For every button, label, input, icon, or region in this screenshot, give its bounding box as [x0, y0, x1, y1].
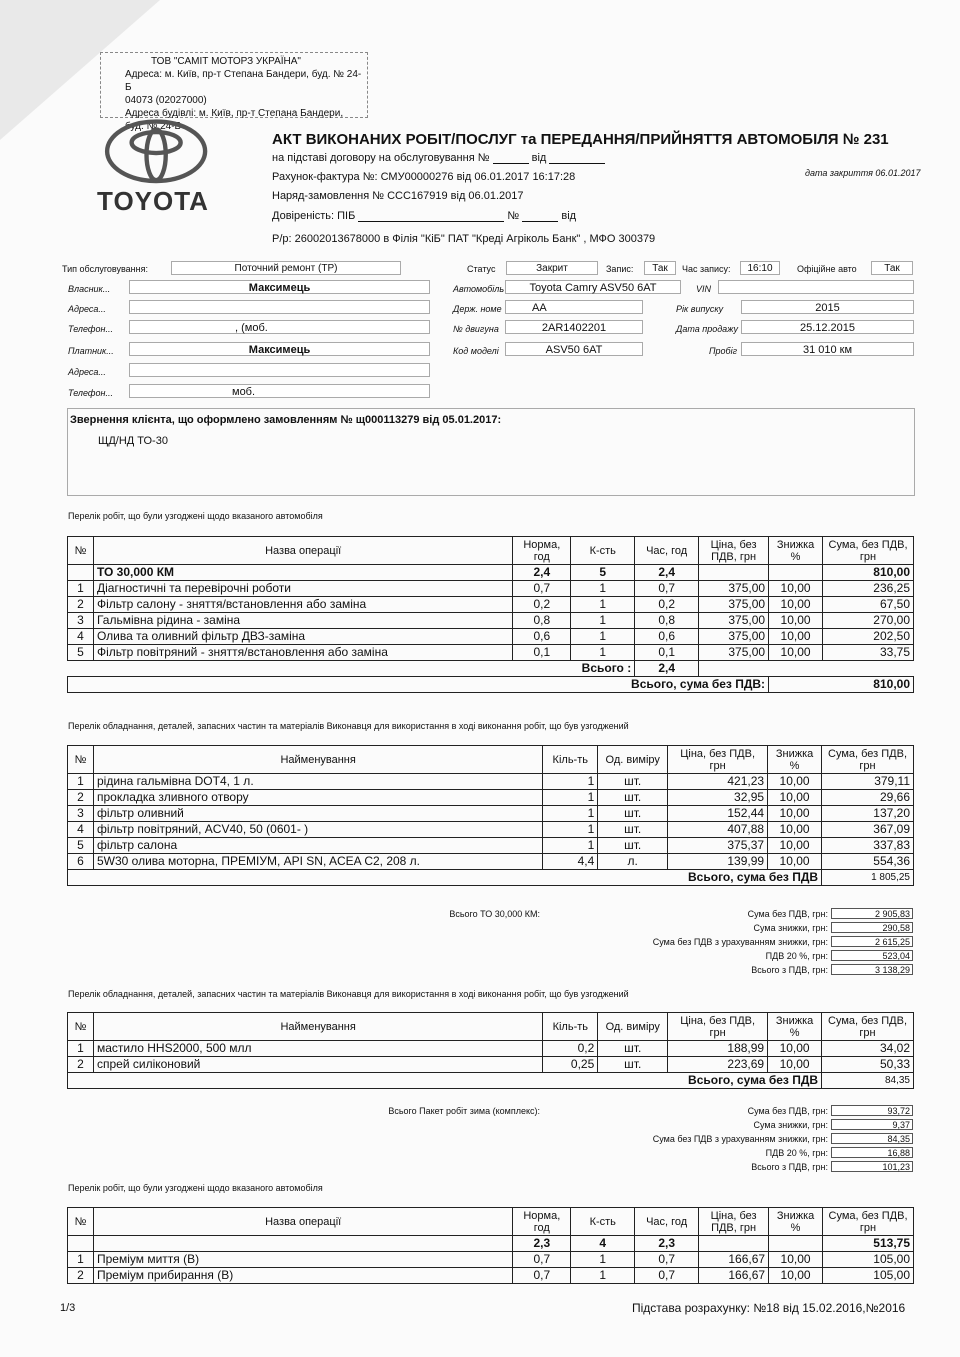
table-cell: 270,00 — [823, 613, 914, 629]
table-cell: 2,3 — [513, 1236, 571, 1252]
summary-label: Всього з ПДВ, грн: — [751, 1162, 828, 1172]
summary-value: 84,35 — [831, 1133, 913, 1144]
page-number: 1/3 — [60, 1302, 76, 1314]
table-cell: 1 — [68, 1041, 94, 1057]
table-cell: 367,09 — [822, 822, 914, 838]
column-header: Сума, без ПДВ, грн — [823, 537, 914, 565]
table-cell: шт. — [598, 1057, 668, 1073]
table-header-row — [68, 746, 914, 774]
column-header: Знижка % — [768, 1013, 822, 1041]
total-value: 84,35 — [822, 1073, 914, 1089]
table-cell — [68, 565, 94, 581]
table-cell: 166,67 — [699, 1268, 769, 1284]
dealer-line: 04073 (02027000) — [125, 95, 207, 106]
record-label: Запис: — [606, 264, 634, 274]
table-cell: Фільтр салону - зняття/встановлення або заміна — [93, 597, 512, 613]
table-cell: 421,23 — [668, 774, 768, 790]
table-row — [68, 645, 914, 661]
table-total-row — [68, 870, 914, 886]
summary-value: 101,23 — [831, 1161, 913, 1172]
table-cell: 223,69 — [668, 1057, 768, 1073]
year-label: Рік випуску — [676, 304, 724, 314]
table-cell: 0,7 — [513, 1252, 571, 1268]
table-cell: 4 — [68, 822, 94, 838]
act-title: АКТ ВИКОНАНИХ РОБІТ/ПОСЛУГ та ПЕРЕДАННЯ/ПРИЙНЯТТЯ АВТОМОБІЛЯ № 231 — [272, 131, 889, 148]
total-label: Всього, сума без ПДВ — [68, 1073, 822, 1089]
table-cell — [699, 1236, 769, 1252]
table-cell: 2,4 — [513, 565, 571, 581]
proxy-line — [272, 210, 576, 222]
table-cell: 1 — [571, 1268, 635, 1284]
summary-label: Сума без ПДВ з урахуванням знижки, грн: — [652, 937, 828, 947]
table-cell: шт. — [598, 822, 668, 838]
table-cell: 1 — [571, 629, 635, 645]
column-header: Ціна, без ПДВ, грн — [668, 1013, 768, 1041]
table-cell: 4,4 — [543, 854, 598, 870]
table-row — [68, 581, 914, 597]
table-cell: фільтр повітряний, ACV40, 50 (0601- ) — [93, 822, 542, 838]
table-cell: 10,00 — [768, 1041, 822, 1057]
table-cell: 236,25 — [823, 581, 914, 597]
car-field: Toyota Camry ASV50 6AT — [505, 280, 681, 294]
column-header: Сума, без ПДВ, грн — [822, 1013, 914, 1041]
table-row — [68, 1041, 914, 1057]
phone2-label: Телефон... — [68, 388, 113, 398]
table-group-row — [68, 1236, 914, 1252]
record-time-label: Час запису: — [682, 264, 731, 274]
column-header: Кіль-ть — [543, 1013, 598, 1041]
column-header: Ціна, без ПДВ, грн — [668, 746, 768, 774]
works-table-2 — [67, 1207, 914, 1284]
proxy-from-label: від — [561, 210, 577, 222]
table-header-row — [68, 1208, 914, 1236]
client-appeal-text: ЩД/НД ТО-30 — [98, 435, 168, 447]
table-cell: спрей силіконовий — [93, 1057, 542, 1073]
payer-label: Платник... — [68, 346, 114, 356]
table-cell: 1 — [543, 790, 598, 806]
table-cell: 375,00 — [699, 613, 769, 629]
total-sum-label: Всього, сума без ПДВ: — [68, 677, 769, 693]
works-caption: Перелік робіт, що були узгоджені щодо вказаного автомобіля — [68, 1183, 323, 1193]
table-cell: 139,99 — [668, 854, 768, 870]
table-cell: 513,75 — [823, 1236, 914, 1252]
column-header: Час, год — [635, 537, 699, 565]
table-cell: Діагностичні та перевірочні роботи — [93, 581, 512, 597]
table-cell: 0,1 — [635, 645, 699, 661]
table-row — [68, 774, 914, 790]
table-cell: 1 — [68, 581, 94, 597]
summary-value: 9,37 — [831, 1119, 913, 1130]
table-cell: 0,6 — [513, 629, 571, 645]
summary-value: 3 138,29 — [831, 964, 913, 975]
model-code-label: Код моделі — [453, 346, 499, 356]
table-cell: 375,00 — [699, 597, 769, 613]
table-cell: 5 — [68, 838, 94, 854]
column-header: Кіль-ть — [543, 746, 598, 774]
summary-value: 2 905,83 — [831, 908, 913, 919]
table-cell: 67,50 — [823, 597, 914, 613]
payer-field: Максимець — [129, 342, 430, 356]
table-cell: Фільтр повітряний - зняття/встановлення або заміна — [93, 645, 512, 661]
dealer-info — [100, 52, 368, 132]
table-cell: 3 — [68, 806, 94, 822]
address-label: Адреса... — [68, 304, 106, 314]
table-cell: 29,66 — [822, 790, 914, 806]
works-table — [67, 536, 914, 693]
summary-label: Сума без ПДВ, грн: — [747, 1106, 828, 1116]
table-cell: Преміум прибирання (В) — [93, 1268, 512, 1284]
summary-value: 523,04 — [831, 950, 913, 961]
summary-title: Всього ТО 30,000 КМ: — [449, 909, 540, 919]
table-cell: 10,00 — [769, 1268, 823, 1284]
vin-field — [718, 280, 914, 294]
table-header-row — [68, 1013, 914, 1041]
table-cell: 4 — [571, 1236, 635, 1252]
column-header: Сума, без ПДВ, грн — [822, 746, 914, 774]
column-header: Назва операції — [93, 537, 512, 565]
column-header: К-сть — [571, 1208, 635, 1236]
table-group-row — [68, 565, 914, 581]
table-cell: 0,8 — [513, 613, 571, 629]
table-cell: 10,00 — [768, 774, 822, 790]
table-cell: 1 — [571, 1252, 635, 1268]
phone2-field: моб. — [129, 384, 430, 398]
column-header: Найменування — [93, 746, 542, 774]
table-cell: Преміум миття (В) — [93, 1252, 512, 1268]
column-header: Ціна, без ПДВ, грн — [699, 537, 769, 565]
parts-table — [67, 745, 914, 886]
phone-label: Телефон... — [68, 324, 113, 334]
table-cell: 1 — [571, 581, 635, 597]
table-row — [68, 613, 914, 629]
table-row — [68, 806, 914, 822]
column-header: Ціна, без ПДВ, грн — [699, 1208, 769, 1236]
contract-from-label: від — [531, 152, 547, 164]
proxy-label: Довіреність: ПІБ — [272, 210, 356, 222]
summary-value: 93,72 — [831, 1105, 913, 1116]
table-cell: 3 — [68, 613, 94, 629]
plate-label: Держ. номе — [453, 304, 502, 314]
table-cell: шт. — [598, 806, 668, 822]
table-cell: 810,00 — [823, 565, 914, 581]
status-field: Закрит — [506, 261, 598, 275]
dealer-line: Адреса: м. Київ, пр-т Степана Бандери, буд. № 24-Б — [125, 69, 362, 93]
parts-caption: Перелік обладнання, деталей, запасних частин та матеріалів Виконавця для використання в ході виконання робіт, що був узгоджений — [68, 989, 629, 999]
summary-value: 2 615,25 — [831, 936, 913, 947]
engine-number-field: 2AR1402201 — [505, 320, 643, 334]
invoice-line: Рахунок-фактура №: СМУ00000276 від 06.01.2017 16:17:28 — [272, 171, 576, 183]
table-cell: 379,11 — [822, 774, 914, 790]
column-header: Од. виміру — [598, 746, 668, 774]
phone-field: , (моб. — [129, 320, 430, 334]
table-cell: 10,00 — [768, 806, 822, 822]
payment-basis: Підстава розрахунку: №18 від 15.02.2016,№2016 — [632, 1301, 906, 1315]
bank-account: Р/р: 26002013678000 в Філія "КіБ" ПАТ "Креді Агріколь Банк" , МФО 300379 — [272, 233, 656, 245]
works-caption: Перелік робіт, що були узгоджені щодо вказаного автомобіля — [68, 511, 323, 521]
contract-date-blank — [549, 163, 605, 164]
brand-logo-text: TOYOTA — [97, 186, 209, 216]
official-car-label: Офіційне авто — [797, 264, 857, 274]
table-row — [68, 1057, 914, 1073]
parts-table-2 — [67, 1012, 914, 1089]
table-cell: 0,7 — [635, 1268, 699, 1284]
address2-label: Адреса... — [68, 367, 106, 377]
table-cell: фільтр оливний — [93, 806, 542, 822]
table-cell: 5 — [571, 565, 635, 581]
car-label: Автомобіль — [453, 284, 505, 294]
table-cell: Гальмівна рідина - заміна — [93, 613, 512, 629]
table-cell: фільтр салона — [93, 838, 542, 854]
column-header: № — [68, 537, 94, 565]
proxy-number-label: № — [507, 210, 520, 222]
table-cell: 105,00 — [823, 1252, 914, 1268]
table-cell: 50,33 — [822, 1057, 914, 1073]
table-cell: 10,00 — [769, 1252, 823, 1268]
table-cell: 2,3 — [635, 1236, 699, 1252]
table-cell: 34,02 — [822, 1041, 914, 1057]
column-header: Знижка % — [769, 537, 823, 565]
table-cell: ТО 30,000 КМ — [93, 565, 512, 581]
table-cell — [93, 1236, 512, 1252]
table-cell: 10,00 — [769, 645, 823, 661]
table-cell — [68, 1236, 94, 1252]
column-header: № — [68, 746, 94, 774]
table-cell: 0,2 — [543, 1041, 598, 1057]
table-cell: 2,4 — [635, 565, 699, 581]
table-cell: 10,00 — [768, 838, 822, 854]
table-cell: 1 — [571, 597, 635, 613]
table-cell: 337,83 — [822, 838, 914, 854]
owner-field: Максимець — [129, 280, 430, 294]
proxy-name-blank — [358, 221, 504, 222]
table-row — [68, 838, 914, 854]
contract-label: на підставі договору на обслуговування № — [272, 152, 490, 164]
table-cell: 0,6 — [635, 629, 699, 645]
model-code-field: ASV50 6AT — [505, 342, 643, 356]
plate-field: АА — [505, 300, 643, 314]
client-appeal-box — [67, 408, 915, 496]
owner-label: Власник... — [68, 284, 111, 294]
total-sum-value: 810,00 — [769, 677, 914, 693]
column-header: Сума, без ПДВ, грн — [823, 1208, 914, 1236]
client-appeal-title: Звернення клієнта, що оформлено замовленням № щ000113279 від 05.01.2017: — [70, 414, 502, 426]
summary-title: Всього Пакет робіт зима (комплекс): — [388, 1106, 540, 1116]
table-cell: 105,00 — [823, 1268, 914, 1284]
dealer-line: Адреса будівлі: м. Київ, пр-т Степана Бандери, буд. № 24-Б — [125, 108, 344, 132]
table-cell: шт. — [598, 1041, 668, 1057]
close-date: дата закриття 06.01.2017 — [805, 168, 921, 178]
mileage-label: Пробіг — [709, 346, 738, 356]
table-cell — [699, 661, 914, 677]
column-header: Назва операції — [93, 1208, 512, 1236]
table-cell: 1 — [543, 774, 598, 790]
order-line: Наряд-замовлення № ССС167919 від 06.01.2017 — [272, 190, 524, 202]
column-header: Знижка % — [769, 1208, 823, 1236]
column-header: № — [68, 1208, 94, 1236]
summary-label: ПДВ 20 %, грн: — [765, 1148, 828, 1158]
summary-label: Сума без ПДВ з урахуванням знижки, грн: — [652, 1134, 828, 1144]
table-cell: 2 — [68, 1057, 94, 1073]
summary-label: Сума знижки, грн: — [753, 1120, 828, 1130]
table-cell: 2 — [68, 597, 94, 613]
table-cell: 375,00 — [699, 581, 769, 597]
table-cell: 0,25 — [543, 1057, 598, 1073]
summary-label: Всього з ПДВ, грн: — [751, 965, 828, 975]
summary-label: Сума без ПДВ, грн: — [747, 909, 828, 919]
table-cell: 152,44 — [668, 806, 768, 822]
table-cell: 166,67 — [699, 1252, 769, 1268]
table-cell — [769, 565, 823, 581]
table-cell: 0,7 — [513, 1268, 571, 1284]
table-header-row — [68, 537, 914, 565]
table-row — [68, 822, 914, 838]
column-header: Норма, год — [513, 537, 571, 565]
table-cell: 0,7 — [635, 1252, 699, 1268]
table-cell: л. — [598, 854, 668, 870]
table-cell: 554,36 — [822, 854, 914, 870]
table-cell — [769, 1236, 823, 1252]
total-label: Всього : — [68, 661, 635, 677]
table-cell: 1 — [543, 838, 598, 854]
table-cell: 375,00 — [699, 629, 769, 645]
summary-value: 290,58 — [831, 922, 913, 933]
table-row — [68, 1268, 914, 1284]
table-cell: 1 — [543, 806, 598, 822]
table-row — [68, 597, 914, 613]
table-cell: 4 — [68, 629, 94, 645]
total-time: 2,4 — [635, 661, 699, 677]
table-cell: 407,88 — [668, 822, 768, 838]
table-cell: мастило HHS2000, 500 млл — [93, 1041, 542, 1057]
table-cell: рідина гальмівна DOT4, 1 л. — [93, 774, 542, 790]
service-type-label: Тип обслуговування: — [62, 264, 148, 274]
column-header: Знижка % — [768, 746, 822, 774]
table-cell: шт. — [598, 790, 668, 806]
record-field: Так — [644, 261, 676, 275]
proxy-number-blank — [522, 221, 558, 222]
summary-label: ПДВ 20 %, грн: — [765, 951, 828, 961]
table-cell: 10,00 — [768, 854, 822, 870]
table-cell: шт. — [598, 774, 668, 790]
column-header: № — [68, 1013, 94, 1041]
table-cell: 0,2 — [635, 597, 699, 613]
table-cell: Олива та оливний фільтр ДВЗ-заміна — [93, 629, 512, 645]
table-cell: 10,00 — [768, 822, 822, 838]
table-cell: 0,7 — [513, 581, 571, 597]
table-cell: 10,00 — [768, 1057, 822, 1073]
address2-field — [129, 363, 430, 377]
table-cell: 202,50 — [823, 629, 914, 645]
table-row — [68, 790, 914, 806]
table-row — [68, 854, 914, 870]
record-time-field: 16:10 — [740, 261, 780, 275]
table-cell: 1 — [68, 1252, 94, 1268]
table-cell: шт. — [598, 838, 668, 854]
service-type-field: Поточний ремонт (ТР) — [171, 261, 401, 275]
dealer-line: ТОВ "САМІТ МОТОРЗ УКРАЇНА" — [151, 56, 301, 67]
mileage-field: 31 010 км — [741, 342, 914, 356]
table-cell: 10,00 — [769, 597, 823, 613]
address-field — [129, 300, 430, 314]
table-cell: 0,2 — [513, 597, 571, 613]
parts-caption: Перелік обладнання, деталей, запасних частин та матеріалів Виконавця для використання в ході виконання робіт, що був узгоджений — [68, 721, 629, 731]
table-cell — [699, 565, 769, 581]
table-cell: 33,75 — [823, 645, 914, 661]
table-row — [68, 629, 914, 645]
table-total-row — [68, 661, 914, 677]
table-cell: 10,00 — [769, 613, 823, 629]
year-field: 2015 — [741, 300, 914, 314]
table-cell: 2 — [68, 1268, 94, 1284]
table-cell: 5 — [68, 645, 94, 661]
table-cell: 1 — [571, 645, 635, 661]
table-cell: 0,8 — [635, 613, 699, 629]
table-total-sum-row — [68, 677, 914, 693]
table-cell: 188,99 — [668, 1041, 768, 1057]
table-row — [68, 1252, 914, 1268]
table-cell: 5W30 олива моторна, ПРЕМІУМ, API SN, ACEA C2, 208 л. — [93, 854, 542, 870]
table-cell: 0,7 — [635, 581, 699, 597]
toyota-logo-icon — [92, 118, 222, 188]
total-value: 1 805,25 — [822, 870, 914, 886]
column-header: Час, год — [635, 1208, 699, 1236]
contract-number-blank — [493, 163, 529, 164]
table-cell: 10,00 — [769, 629, 823, 645]
table-cell: 2 — [68, 790, 94, 806]
column-header: Од. виміру — [598, 1013, 668, 1041]
table-total-row — [68, 1073, 914, 1089]
table-cell: 10,00 — [768, 790, 822, 806]
total-label: Всього, сума без ПДВ — [68, 870, 822, 886]
summary-label: Сума знижки, грн: — [753, 923, 828, 933]
status-label: Статус — [467, 264, 496, 274]
table-cell: 6 — [68, 854, 94, 870]
summary-value: 16,88 — [831, 1147, 913, 1158]
table-cell: 375,37 — [668, 838, 768, 854]
table-cell: 1 — [543, 822, 598, 838]
table-cell: 137,20 — [822, 806, 914, 822]
column-header: Норма, год — [513, 1208, 571, 1236]
column-header: К-сть — [571, 537, 635, 565]
engine-number-label: № двигуна — [453, 324, 499, 334]
table-cell: 375,00 — [699, 645, 769, 661]
sale-date-field: 25.12.2015 — [741, 320, 914, 334]
contract-line — [272, 152, 605, 164]
table-cell: 1 — [571, 613, 635, 629]
official-car-field: Так — [871, 261, 913, 275]
column-header: Найменування — [93, 1013, 542, 1041]
table-cell: 32,95 — [668, 790, 768, 806]
table-cell: прокладка зливного отвору — [93, 790, 542, 806]
table-cell: 1 — [68, 774, 94, 790]
vin-label: VIN — [696, 284, 712, 294]
table-cell: 0,1 — [513, 645, 571, 661]
table-cell: 10,00 — [769, 581, 823, 597]
sale-date-label: Дата продажу — [676, 324, 738, 334]
